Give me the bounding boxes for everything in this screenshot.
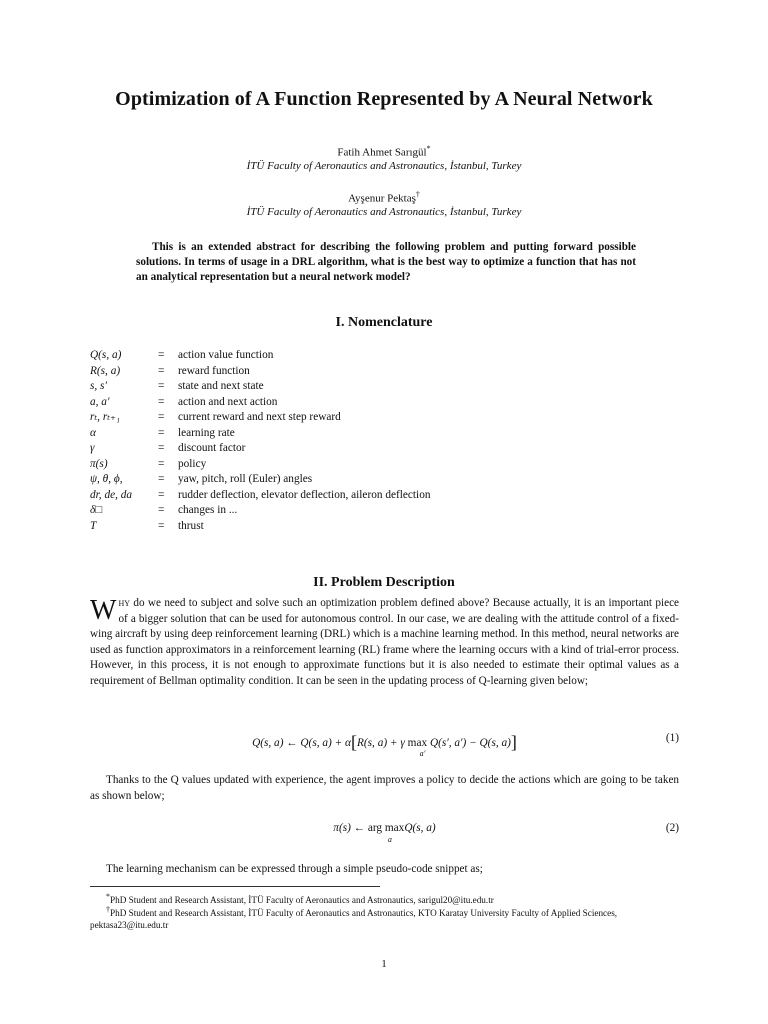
abstract: This is an extended abstract for describing the following problem and putting forward possible solutions. In terms of usage in a DRL algorithm, what is the best way to optimize a function that has not an analytical representation but a neural network model? <box>136 241 636 283</box>
paper-page: Optimization of A Function Represented by A Neural Network Fatih Ahmet Sarıgül* İTÜ Faculty of Aeronautics and Astronautics, İstanbul, Turkey Ayşenur Pektaş† İTÜ Faculty of Aeronautics and Astronautics, İstanbul, Turkey This is an extended abstract for describing the following problem and putting forward possible solutions. In terms of usage in a DRL algorithm, what is the best way to optimize a function that has not an analytical representation but a neural network model? I. Nomenclature Q(s, a) = action value function R(s, a) = reward function s, s′ = state and next state a, a′ = action and next action rₜ, rₜ₊₁ = current reward and next step reward α = learning rate γ = discount factor π(s) = policy ψ, θ, ϕ, = yaw, pitch, roll (Euler) angles dr, de, da = rudder deflection, elevator deflection, aileron deflection δ□ = changes in ... T = thrust II. Problem Description Why do we need to subject and solve such an optimization problem defined above? Because actually, it is an important piece of a bigger solution that can be used for autonomous control. In our case, we are dealing with the attitude control of a fixed-wing aircraft by using deep reinforcement learning (DRL) which is a machine learning method. In this method, neural networks are used as function approximators in a reinforcement learning (RL) frame where the learning occurs with a kind of trial-error process. However, in this process, it is not enough to approximate functions but it is also needed to estimate their optimal values as a requirement of Bellman optimality condition. It can be seen in the updating process of Q-learning given below; Q(s, a) ← Q(s, a) + α[R(s, a) + γ max a′ Q(s′, a′) − Q(s, a)] (1) Thanks to the Q values updated with experience, the agent improves a policy to decide the actions which are going to be taken as shown below; π(s) ← arg max a Q(s, a) (2) The learning mechanism can be expressed through a simple pseudo-code snippet as; *PhD Student and Research Assistant, İTÜ Faculty of Aeronautics and Astronautics, sarigul20@itu.edu.tr †PhD Student and Research Assistant, İTÜ Faculty of Aeronautics and Astronautics, KTO Karatay University Faculty of Applied Sciences, pektasa23@itu.edu.tr 1 <box>0 0 768 1024</box>
footnote-2: †PhD Student and Research Assistant, İTÜ Faculty of Aeronautics and Astronautics, KTO Karatay University Faculty of Applied Sciences, pektasa23@itu.edu.tr <box>90 905 618 931</box>
drop-cap: W <box>90 595 117 626</box>
page-number: 1 <box>381 958 387 970</box>
paper-title: Optimization of A Function Represented by A Neural Network <box>115 88 653 110</box>
equation-2-number: (2) <box>665 822 679 834</box>
problem-paragraph-2: Thanks to the Q values updated with experience, the agent improves a policy to decide the actions which are going to be taken as shown below; <box>90 774 679 802</box>
footnote-rule <box>90 886 380 887</box>
author-2-affiliation: İTÜ Faculty of Aeronautics and Astronautics, İstanbul, Turkey <box>246 206 522 218</box>
equation-1-number: (1) <box>665 732 679 744</box>
author-2: Ayşenur Pektaş† <box>348 190 420 205</box>
section-heading-nomenclature: I. Nomenclature <box>335 315 433 330</box>
problem-paragraph-3: The learning mechanism can be expressed through a simple pseudo-code snippet as; <box>106 863 483 875</box>
problem-paragraph-1: Why do we need to subject and solve such an optimization problem defined above? Because actually, it is an important piece of a bigger solution that can be used for autonomous control. In our case, we are dealing with the attitude control of a fixed-wing aircraft by using deep reinforcement learning (DRL) which is a machine learning method. In this method, neural networks are used as function approximators in a reinforcement learning (RL) frame where the learning occurs with a kind of trial-error process. However, in this process, it is not enough to approximate functions but it is also needed to estimate their optimal values as a requirement of Bellman optimality condition. It can be seen in the updating process of Q-learning given below; <box>90 595 679 687</box>
equation-1: Q(s, a) ← Q(s, a) + α[R(s, a) + γ max a′ Q(s′, a′) − Q(s, a)] (1) <box>252 732 679 758</box>
section-heading-problem-description: II. Problem Description <box>313 575 455 590</box>
equation-2: π(s) ← arg max a Q(s, a) (2) <box>333 822 679 844</box>
author-1: Fatih Ahmet Sarıgül* <box>337 144 431 159</box>
footnote-1: *PhD Student and Research Assistant, İTÜ Faculty of Aeronautics and Astronautics, sarigul20@itu.edu.tr <box>106 892 494 906</box>
author-1-affiliation: İTÜ Faculty of Aeronautics and Astronautics, İstanbul, Turkey <box>246 160 522 172</box>
